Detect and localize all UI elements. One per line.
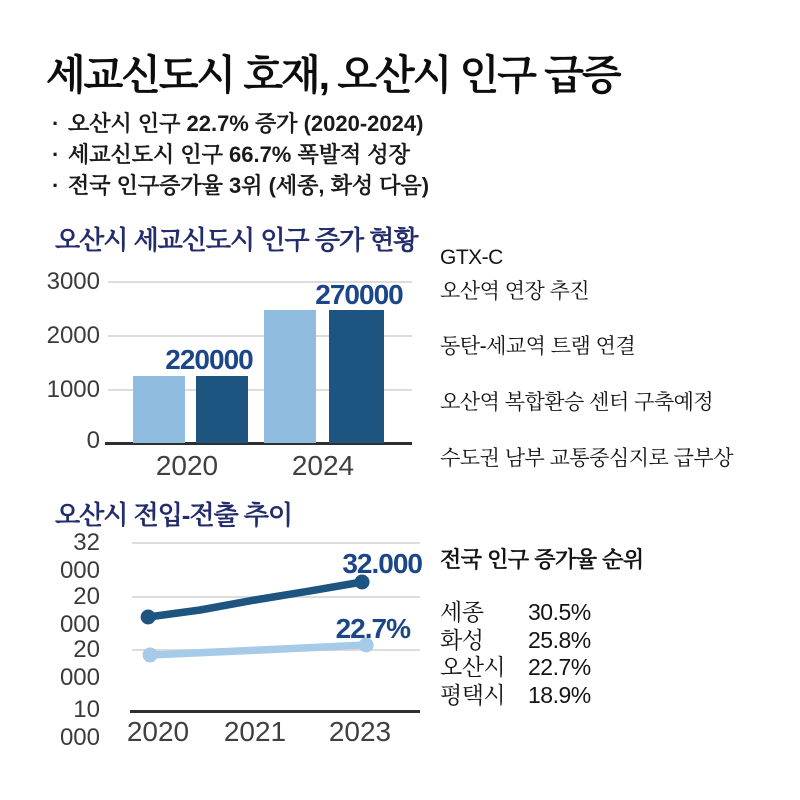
transit-note: 수도권 남부 교통중심지로 급부상 xyxy=(440,447,734,470)
bullet-text: 전국 인구증가율 3위 (세종, 화성 다음) xyxy=(68,173,430,198)
bar-2024-light xyxy=(264,310,316,443)
bar-y-tick: 1000 xyxy=(46,376,100,403)
page-title: 세교신도시 호재, 오산시 인구 급증 xyxy=(46,52,620,98)
line-x-tick: 2023 xyxy=(328,716,392,747)
line-data-label-in: 32.000 xyxy=(342,548,422,579)
bar-y-tick: 0 xyxy=(86,427,100,454)
bullet-dot: · xyxy=(52,173,60,198)
bar-chart-title: 오산시 세교신도시 인구 증가 현황 xyxy=(55,225,418,255)
line-y-tick: 20 000 xyxy=(59,583,100,638)
bullet-dot: · xyxy=(52,111,60,136)
bullet-text: 오산시 인구 22.7% 증가 (2020-2024) xyxy=(68,111,424,136)
ranking-row xyxy=(440,599,740,627)
ranking-region: 오산시 xyxy=(440,654,506,680)
line-x-tick: 2021 xyxy=(223,716,287,747)
ranking-region: 세종 xyxy=(440,599,484,625)
bar-y-tick: 2000 xyxy=(46,322,100,349)
line-x-tick: 2020 xyxy=(126,716,190,747)
bar-data-label-2020: 220000 xyxy=(165,344,253,375)
bullet-text: 세교신도시 인구 66.7% 폭발적 성장 xyxy=(68,142,410,167)
line-y-tick: 10 000 xyxy=(59,696,100,751)
ranking-value: 25.8% xyxy=(528,626,591,653)
line-data-label-out: 22.7% xyxy=(335,613,410,644)
transit-note: GTX-C xyxy=(440,246,503,269)
ranking-row xyxy=(440,654,740,682)
ranking-value: 30.5% xyxy=(528,599,591,625)
ranking-list xyxy=(440,599,740,709)
bullet-item xyxy=(52,108,752,139)
summary-bullet-list xyxy=(52,108,752,201)
bar-x-tick: 2024 xyxy=(291,450,355,481)
ranking-row xyxy=(440,682,740,710)
bar-2020-light xyxy=(133,376,185,443)
bar-data-label-2024: 270000 xyxy=(315,279,403,310)
ranking-row xyxy=(440,627,740,655)
ranking-value: 22.7% xyxy=(528,654,591,680)
ranking-title: 전국 인구 증가율 순위 xyxy=(440,547,644,572)
ranking-region: 화성 xyxy=(440,626,484,653)
transit-note: 오산역 연장 추진 xyxy=(440,280,590,303)
bullet-item xyxy=(52,170,752,201)
ranking-region: 평택시 xyxy=(440,681,506,708)
bar-2024-dark xyxy=(329,310,384,443)
line-y-tick: 20 000 xyxy=(59,636,100,691)
line-y-tick: 32 000 xyxy=(59,529,100,584)
ranking-value: 18.9% xyxy=(528,681,591,708)
line-chart-title: 오산시 전입-전출 추이 xyxy=(55,500,293,530)
bar-y-tick: 3000 xyxy=(46,268,100,295)
bullet-item xyxy=(52,139,752,170)
bullet-dot: · xyxy=(52,142,60,167)
bar-2020-dark xyxy=(196,376,248,443)
transit-note: 오산역 복합환승 센터 구축예정 xyxy=(440,391,714,414)
bar-x-tick: 2020 xyxy=(155,450,219,481)
transit-note: 동탄-세교역 트램 연결 xyxy=(440,335,636,358)
